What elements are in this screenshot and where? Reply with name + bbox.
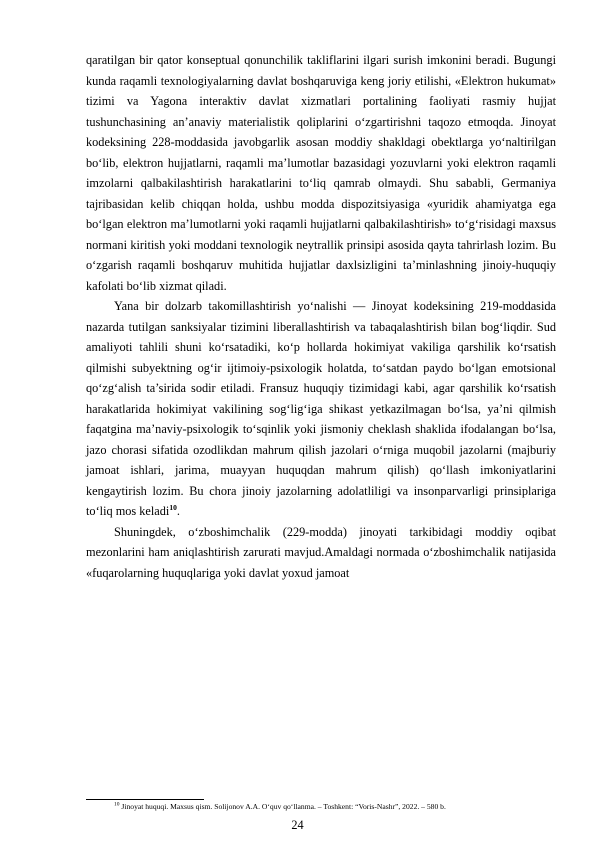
footnote-text: Jinoyat huquqi. Maxsus qism. Solijonov A.A. O‘quv qo‘llanma. – Toshkent: “Voris-Nashr”, 2022. – 580 b. bbox=[121, 802, 446, 811]
paragraph-1-text: qaratilgan bir qator konseptual qonunchilik takliflarini ilgari surish imkonini beradi. Bugungi kunda raqamli texnologiyalarning davlat boshqaruviga keng joriy etilishi, «Elektron hukumat» tizimi va Yagona interaktiv davlat xizmatlari portalining faoliyati rasmiy hujjat tushunchasining an’anaviy materialistik qoliplarini o‘zgartirishni taqozo etmoqda. Jinoyat kodeksining 228-moddasida javobgarlik asosan moddiy shakldagi obektlarga yo‘naltirilgan bo‘lib, elektron hujjatlarni, raqamli ma’lumotlar bazasidagi yozuvlarni yoki elektron raqamli imzolarni qalbakilashtirish harakatlarini to‘liq qamrab olmaydi. Shu sababli, Germaniya tajribasidan kelib chiqqan holda, ushbu modda dispozitsiyasiga «yuridik ahamiyatga ega bo‘lgan elektron ma’lumotlarni yoki raqamli hujjatlarni qalbakilashtirish» to‘g‘risidagi maxsus normani kiritish yoki moddani texnologik neytrallik prinsipi asosida qayta tahrirlash lozim. Bu o‘zgarish raqamli boshqaruv muhitida hujjatlar daxlsizligini ta’minlashning jinoiy-huquqiy kafolati bo‘lib xizmat qiladi. bbox=[86, 53, 556, 293]
footnote-divider bbox=[86, 799, 204, 800]
footnote-number: 10 bbox=[114, 801, 120, 808]
paragraph-1 bbox=[86, 50, 556, 296]
paragraph-2-text: Yana bir dolzarb takomillashtirish yo‘nalishi — Jinoyat kodeksining 219-moddasida nazarda tutilgan sanksiyalar tizimini liberallashtirish va tabaqalashtirish bilan bog‘liqdir. Sud amaliyoti tahlili shuni ko‘rsatadiki, ko‘p hollarda hokimiyat vakiliga qarshilik ko‘rsatish qilmishi subyektning og‘ir ijtimoiy-psixologik holatda, to‘satdan paydo bo‘lgan emotsional qo‘zg‘alish ta’sirida sodir etiladi. Fransuz huquqiy tizimidagi kabi, agar qarshilik ko‘rsatish harakatlarida hokimiyat vakilining sog‘lig‘iga shikast yetkazilmagan bo‘lsa, ya’ni qilmish faqatgina ma’naviy-psixologik to‘sqinlik yoki jismoniy cheklash shaklida ifodalangan bo‘lsa, jazo chorasi sifatida ozodlikdan mahrum qilish jazolari o‘rniga muqobil jazolarni (majburiy jamoat ishlari, jarima, muayyan huquqdan mahrum qilish) qo‘llash imkoniyatlarini kengaytirish lozim. Bu chora jinoiy jazolarning adolatliligi va insonparvarligi prinsiplariga to‘liq mos keladi bbox=[86, 299, 556, 518]
paragraph-3-text: Shuningdek, o‘zboshimchalik (229-modda) jinoyati tarkibidagi moddiy oqibat mezonlarini ham aniqlashtirish zarurati mavjud.Amaldagi normada o‘zboshimchalik natijasida «fuqarolarning huquqlariga yoki davlat yoxud jamoat bbox=[86, 524, 556, 580]
page-number: 24 bbox=[291, 818, 304, 832]
paragraph-2: Yana bir dolzarb takomillashtirish yo‘nalishi — Jinoyat kodeksining 219-moddasida nazarda tutilgan sanksiyalar tizimini liberallashtirish va tabaqalashtirish bilan bog‘liqdir. Sud amaliyoti tahlili shuni ko‘rsatadiki, ko‘p hollarda hokimiyat vakiliga qarshilik ko‘rsatish qilmishi subyektning og‘ir ijtimoiy-psixologik holatda, to‘satdan paydo bo‘lgan emotsional qo‘zg‘alish ta’sirida sodir etiladi. Fransuz huquqiy tizimidagi kabi, agar qarshilik ko‘rsatish harakatlarida hokimiyat vakilining sog‘lig‘iga shikast yetkazilmagan bo‘lsa, ya’ni qilmish faqatgina ma’naviy-psixologik to‘sqinlik yoki jismoniy cheklash shaklida ifodalangan bo‘lsa, jazo chorasi sifatida ozodlikdan mahrum qilish jazolari o‘rniga muqobil jazolarni (majburiy jamoat ishlari, jarima, muayyan huquqdan mahrum qilish) qo‘llash imkoniyatlarini kengaytirish lozim. Bu chora jinoiy jazolarning adolatliligi va insonparvarligi prinsiplariga to‘liq mos keladi$^{10}$. bbox=[86, 299, 556, 518]
footnote-reference[interactable]: 10 bbox=[169, 502, 177, 512]
footnote bbox=[114, 802, 564, 812]
paragraph-3 bbox=[86, 522, 556, 584]
body-text bbox=[86, 50, 556, 583]
